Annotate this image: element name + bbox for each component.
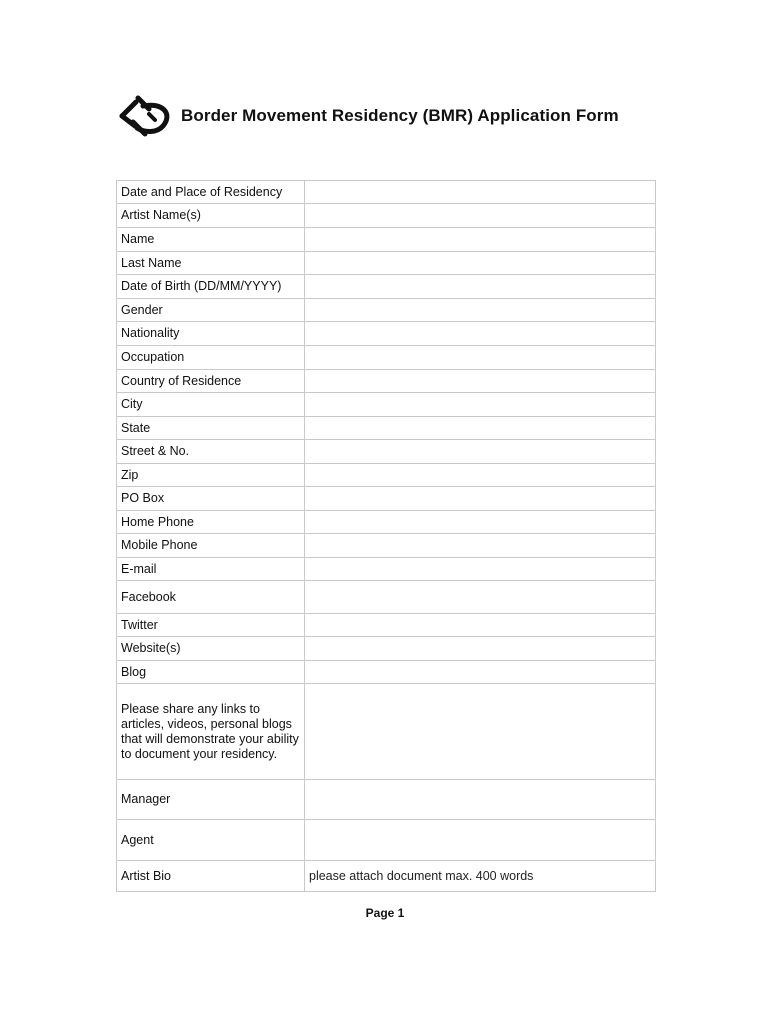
field-label-agent: Agent — [117, 820, 305, 861]
form-row — [117, 370, 656, 393]
field-label-artist-names: Artist Name(s) — [117, 204, 305, 228]
field-label-city: City — [117, 393, 305, 417]
field-label-websites: Website(s) — [117, 637, 305, 661]
form-row — [117, 637, 656, 661]
field-input-city[interactable] — [305, 393, 656, 417]
field-input-occupation[interactable] — [305, 346, 656, 370]
field-label-manager: Manager — [117, 780, 305, 820]
field-input-date-place[interactable] — [305, 181, 656, 204]
field-input-websites[interactable] — [305, 637, 656, 661]
field-input-country[interactable] — [305, 370, 656, 393]
field-input-nationality[interactable] — [305, 322, 656, 346]
field-input-mobile-phone[interactable] — [305, 534, 656, 558]
bmr-logo-icon — [119, 94, 175, 138]
document-header — [119, 94, 619, 138]
field-input-zip[interactable] — [305, 464, 656, 487]
field-input-artist-names[interactable] — [305, 204, 656, 228]
form-row — [117, 820, 656, 861]
field-label-artist-bio: Artist Bio — [117, 861, 305, 892]
field-label-documentation-links: Please share any links to articles, videos, personal blogs that will demonstrate your ability to document your residency. — [117, 684, 305, 780]
field-input-name[interactable] — [305, 228, 656, 252]
field-input-last-name[interactable] — [305, 252, 656, 275]
field-label-mobile-phone: Mobile Phone — [117, 534, 305, 558]
form-row — [117, 581, 656, 614]
field-label-po-box: PO Box — [117, 487, 305, 511]
field-label-country: Country of Residence — [117, 370, 305, 393]
field-label-email: E-mail — [117, 558, 305, 581]
field-label-gender: Gender — [117, 299, 305, 322]
field-input-state[interactable] — [305, 417, 656, 440]
field-input-gender[interactable] — [305, 299, 656, 322]
page-number: Page 1 — [365, 906, 405, 920]
field-input-date-of-birth[interactable] — [305, 275, 656, 299]
field-input-manager[interactable] — [305, 780, 656, 820]
form-row — [117, 275, 656, 299]
form-row — [117, 780, 656, 820]
form-row — [117, 393, 656, 417]
field-input-facebook[interactable] — [305, 581, 656, 614]
field-input-email[interactable] — [305, 558, 656, 581]
field-label-name: Name — [117, 228, 305, 252]
application-form-table — [116, 180, 656, 892]
field-input-artist-bio[interactable]: please attach document max. 400 words — [305, 861, 656, 892]
form-row — [117, 558, 656, 581]
form-row — [117, 181, 656, 204]
field-input-agent[interactable] — [305, 820, 656, 861]
form-row — [117, 299, 656, 322]
form-row — [117, 861, 656, 892]
field-label-date-place: Date and Place of Residency — [117, 181, 305, 204]
field-input-street[interactable] — [305, 440, 656, 464]
form-row — [117, 252, 656, 275]
field-input-home-phone[interactable] — [305, 511, 656, 534]
field-label-nationality: Nationality — [117, 322, 305, 346]
field-label-facebook: Facebook — [117, 581, 305, 614]
form-row — [117, 614, 656, 637]
form-row — [117, 228, 656, 252]
field-label-home-phone: Home Phone — [117, 511, 305, 534]
form-row — [117, 487, 656, 511]
form-row — [117, 534, 656, 558]
field-input-twitter[interactable] — [305, 614, 656, 637]
field-input-documentation-links[interactable] — [305, 684, 656, 780]
form-row — [117, 440, 656, 464]
field-input-po-box[interactable] — [305, 487, 656, 511]
field-label-twitter: Twitter — [117, 614, 305, 637]
field-label-date-of-birth: Date of Birth (DD/MM/YYYY) — [117, 275, 305, 299]
form-row — [117, 511, 656, 534]
form-row — [117, 661, 656, 684]
field-label-state: State — [117, 417, 305, 440]
field-label-zip: Zip — [117, 464, 305, 487]
field-input-blog[interactable] — [305, 661, 656, 684]
form-row — [117, 204, 656, 228]
form-row — [117, 346, 656, 370]
form-row — [117, 684, 656, 780]
field-label-occupation: Occupation — [117, 346, 305, 370]
form-row — [117, 417, 656, 440]
form-row — [117, 322, 656, 346]
form-row — [117, 464, 656, 487]
form-title: Border Movement Residency (BMR) Application Form — [181, 106, 619, 125]
field-label-last-name: Last Name — [117, 252, 305, 275]
field-label-blog: Blog — [117, 661, 305, 684]
field-label-street: Street & No. — [117, 440, 305, 464]
